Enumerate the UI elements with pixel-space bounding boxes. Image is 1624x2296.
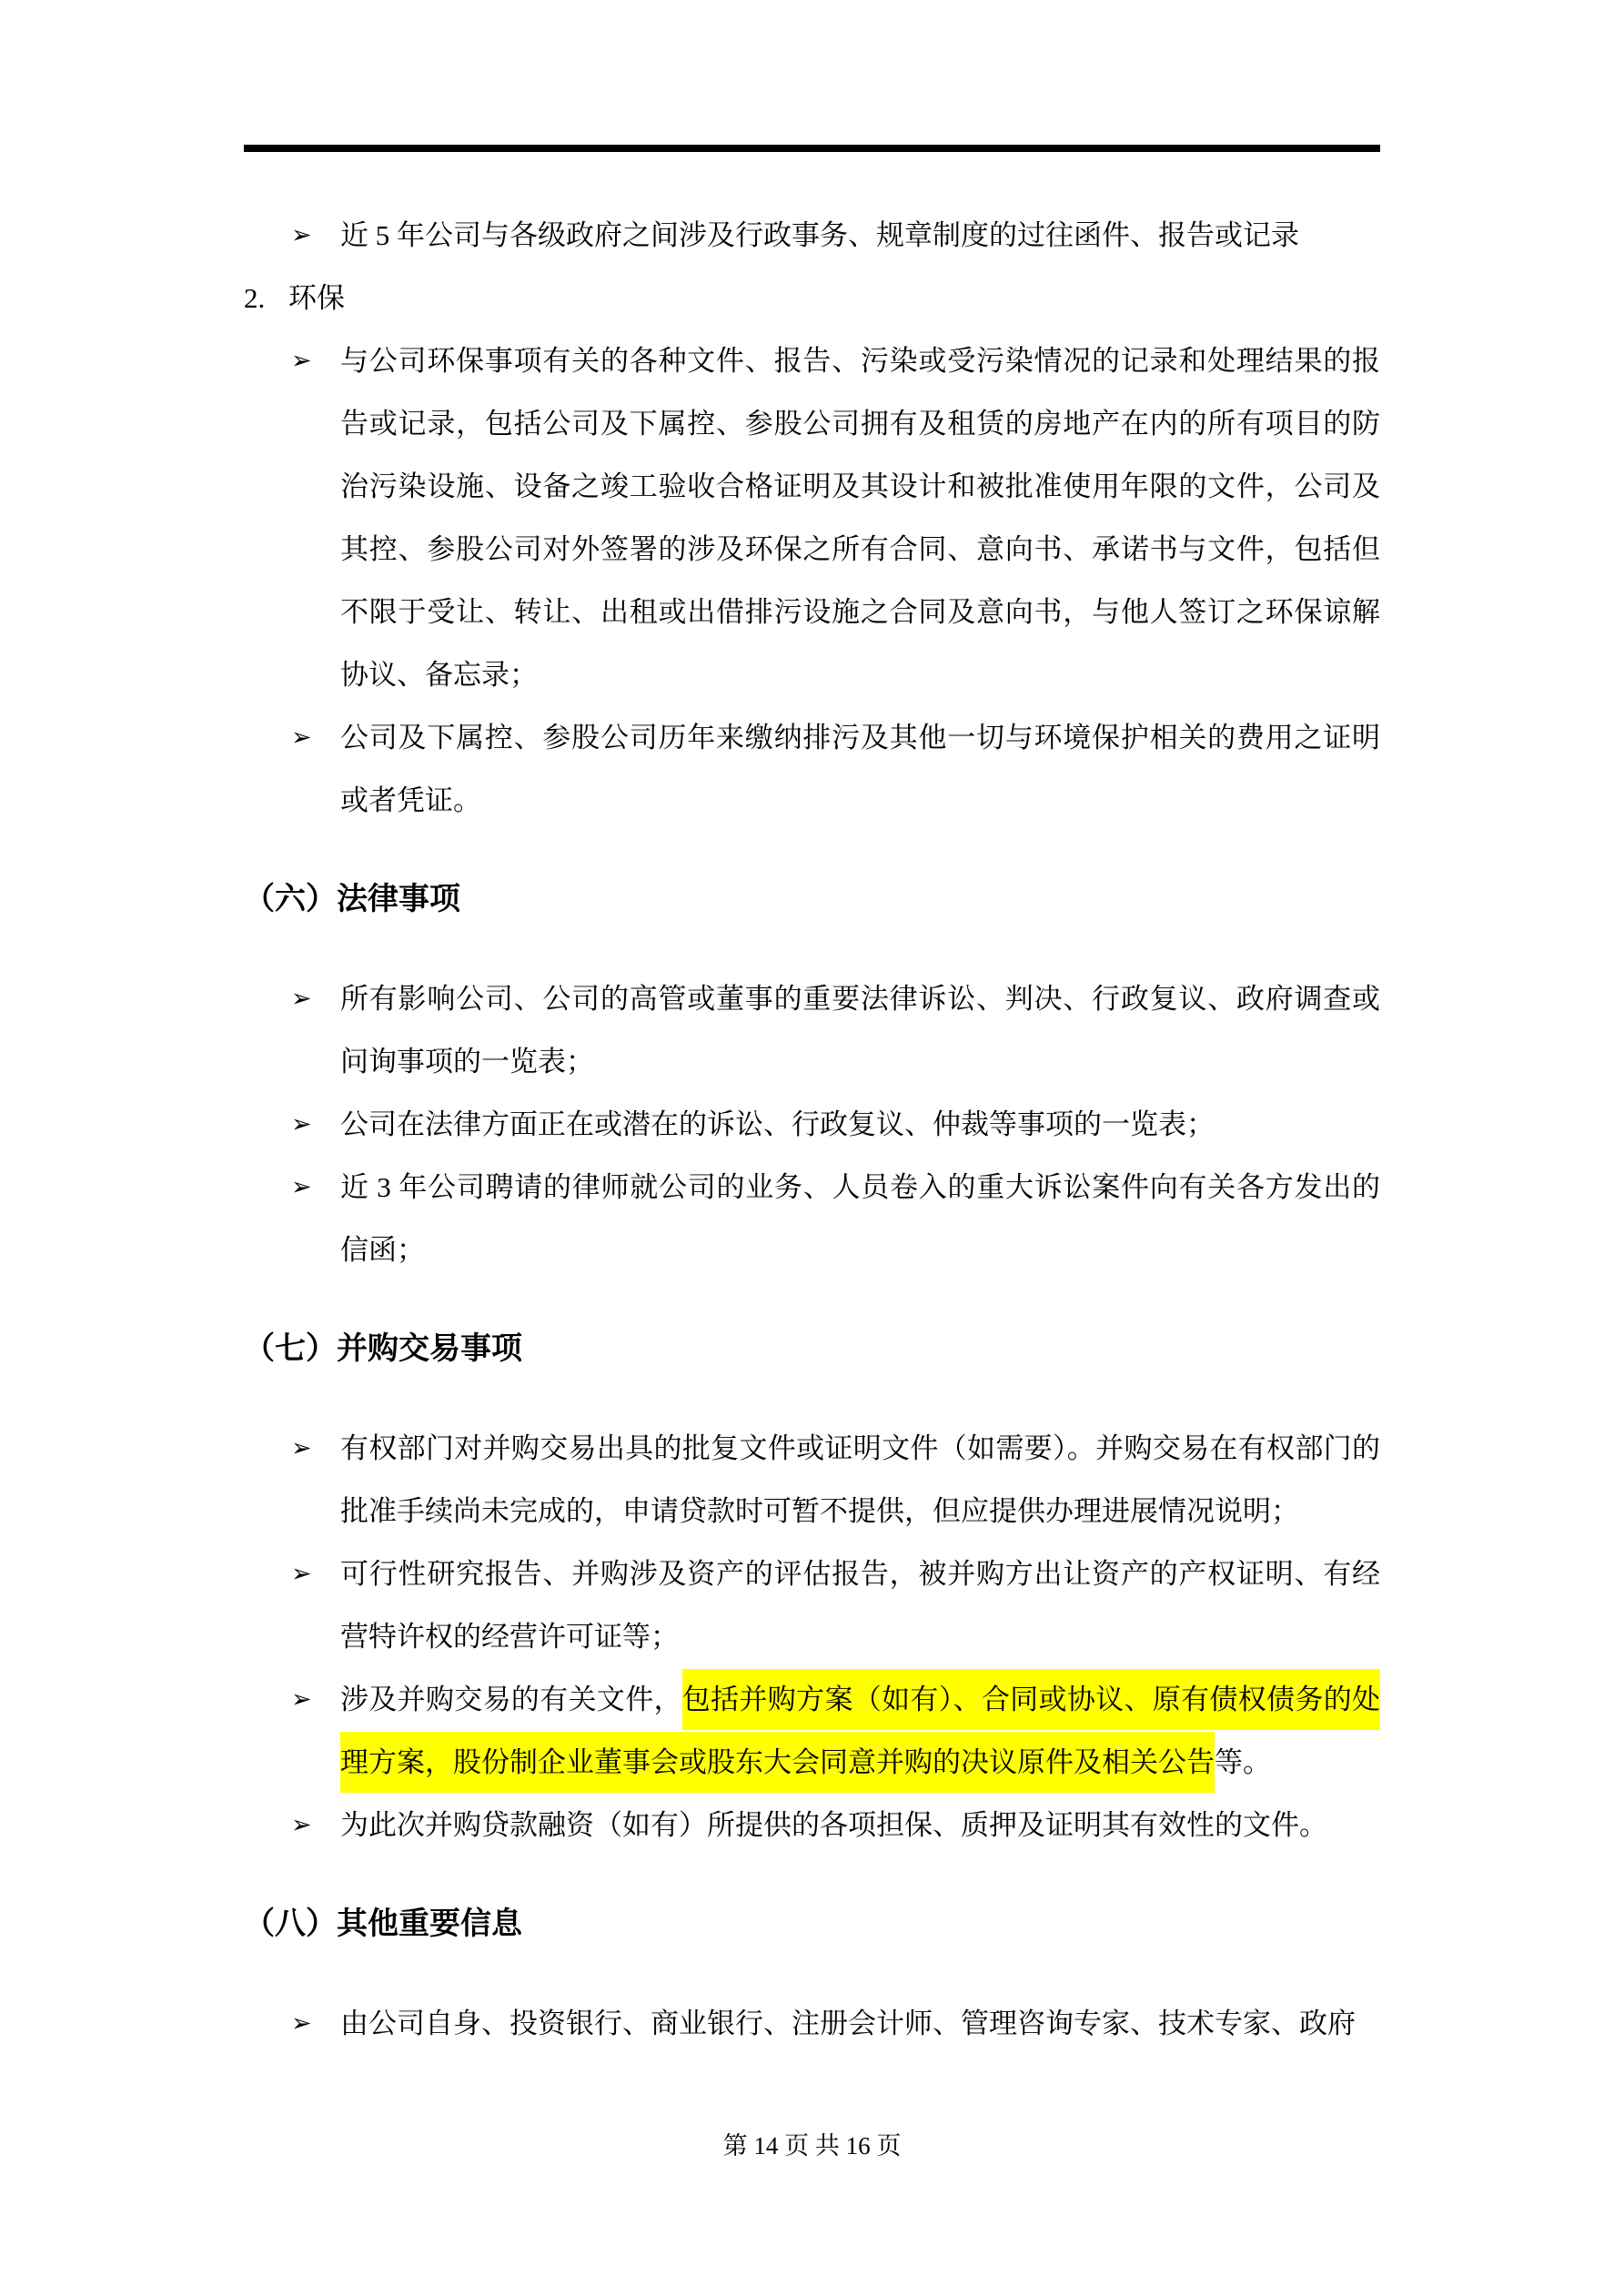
- bullet-arrow-icon: ➢: [291, 723, 312, 752]
- bullet-arrow-icon: ➢: [291, 1173, 312, 1201]
- highlighted-text: 包括并购方案（如有）、合同或协议、原有债权债务的处理方案，股份制企业董事会或股东大会同意并购的决议原件及相关公告: [340, 1669, 1380, 1793]
- page-footer: [0, 2130, 1624, 2161]
- bullet-arrow-icon: ➢: [291, 221, 312, 249]
- bullet-text: 公司在法律方面正在或潜在的诉讼、行政复议、仲裁等事项的一览表；: [340, 1108, 1215, 1140]
- bullet-item: [244, 1668, 1380, 1794]
- bullet-arrow-icon: ➢: [291, 1685, 312, 1714]
- section-heading: （八）其他重要信息: [244, 1907, 522, 1941]
- bullet-arrow-icon: ➢: [291, 347, 312, 375]
- section-heading: （六）法律事项: [244, 882, 460, 916]
- bullet-item: [244, 329, 1380, 706]
- bullet-text: 公司及下属控、参股公司历年来缴纳排污及其他一切与环境保护相关的费用之证明或者凭证。: [340, 722, 1380, 816]
- bullet-text: 与公司环保事项有关的各种文件、报告、污染或受污染情况的记录和处理结果的报告或记录，包括公司及下属控、参股公司拥有及租赁的房地产在内的所有项目的防治污染设施、设备之竣工验收合格证明及其设计和被批准使用年限的文件，公司及其控、参股公司对外签署的涉及环保之所有合同、意向书、承诺书与文件，包括但不限于受让、转让、出租或出借排污设施之合同及意向书，与他人签订之环保谅解协议、备忘录；: [340, 345, 1380, 691]
- bullet-arrow-icon: ➢: [291, 1811, 312, 1839]
- bullet-arrow-icon: ➢: [291, 1110, 312, 1138]
- bullet-item: [244, 1417, 1380, 1542]
- bullet-text: 所有影响公司、公司的高管或董事的重要法律诉讼、判决、行政复议、政府调查或问询事项的一览表；: [340, 983, 1380, 1077]
- bullet-text: 为此次并购贷款融资（如有）所提供的各项担保、质押及证明其有效性的文件。: [340, 1809, 1327, 1841]
- bullet-text: 有权部门对并购交易出具的批复文件或证明文件（如需要）。并购交易在有权部门的批准手续尚未完成的，申请贷款时可暂不提供，但应提供办理进展情况说明；: [340, 1432, 1380, 1527]
- list-number: 2.: [244, 282, 266, 314]
- bullet-text: 可行性研究报告、并购涉及资产的评估报告，被并购方出让资产的产权证明、有经营特许权的经营许可证等；: [340, 1558, 1380, 1653]
- numbered-item-label: 环保: [288, 282, 345, 314]
- bullet-text: [340, 1669, 1380, 1793]
- bullet-item: [244, 1156, 1380, 1281]
- text-segment: 等。: [1215, 1746, 1271, 1778]
- bullet-arrow-icon: ➢: [291, 1560, 312, 1588]
- bullet-item: [244, 706, 1380, 832]
- bullet-text: 近 3 年公司聘请的律师就公司的业务、人员卷入的重大诉讼案件向有关各方发出的信函；: [340, 1171, 1380, 1266]
- header-rule: [244, 145, 1380, 152]
- bullet-item: [244, 204, 1380, 267]
- bullet-arrow-icon: ➢: [291, 1434, 312, 1462]
- numbered-item: [244, 267, 1380, 329]
- bullet-item: [244, 1794, 1380, 1856]
- bullet-text: 近 5 年公司与各级政府之间涉及行政事务、规章制度的过往函件、报告或记录: [340, 219, 1299, 251]
- bullet-text: 由公司自身、投资银行、商业银行、注册会计师、管理咨询专家、技术专家、政府: [340, 2008, 1356, 2039]
- bullet-item: [244, 1093, 1380, 1156]
- bullet-arrow-icon: ➢: [291, 2009, 312, 2038]
- page-number: 第 14 页 共 16 页: [722, 2132, 902, 2159]
- bullet-item: [244, 1542, 1380, 1668]
- bullet-item: [244, 1992, 1380, 2055]
- text-segment: 涉及并购交易的有关文件，: [340, 1684, 682, 1715]
- bullet-item: [244, 967, 1380, 1093]
- bullet-arrow-icon: ➢: [291, 985, 312, 1013]
- section-heading: （七）并购交易事项: [244, 1331, 522, 1366]
- document-body: [244, 204, 1380, 2055]
